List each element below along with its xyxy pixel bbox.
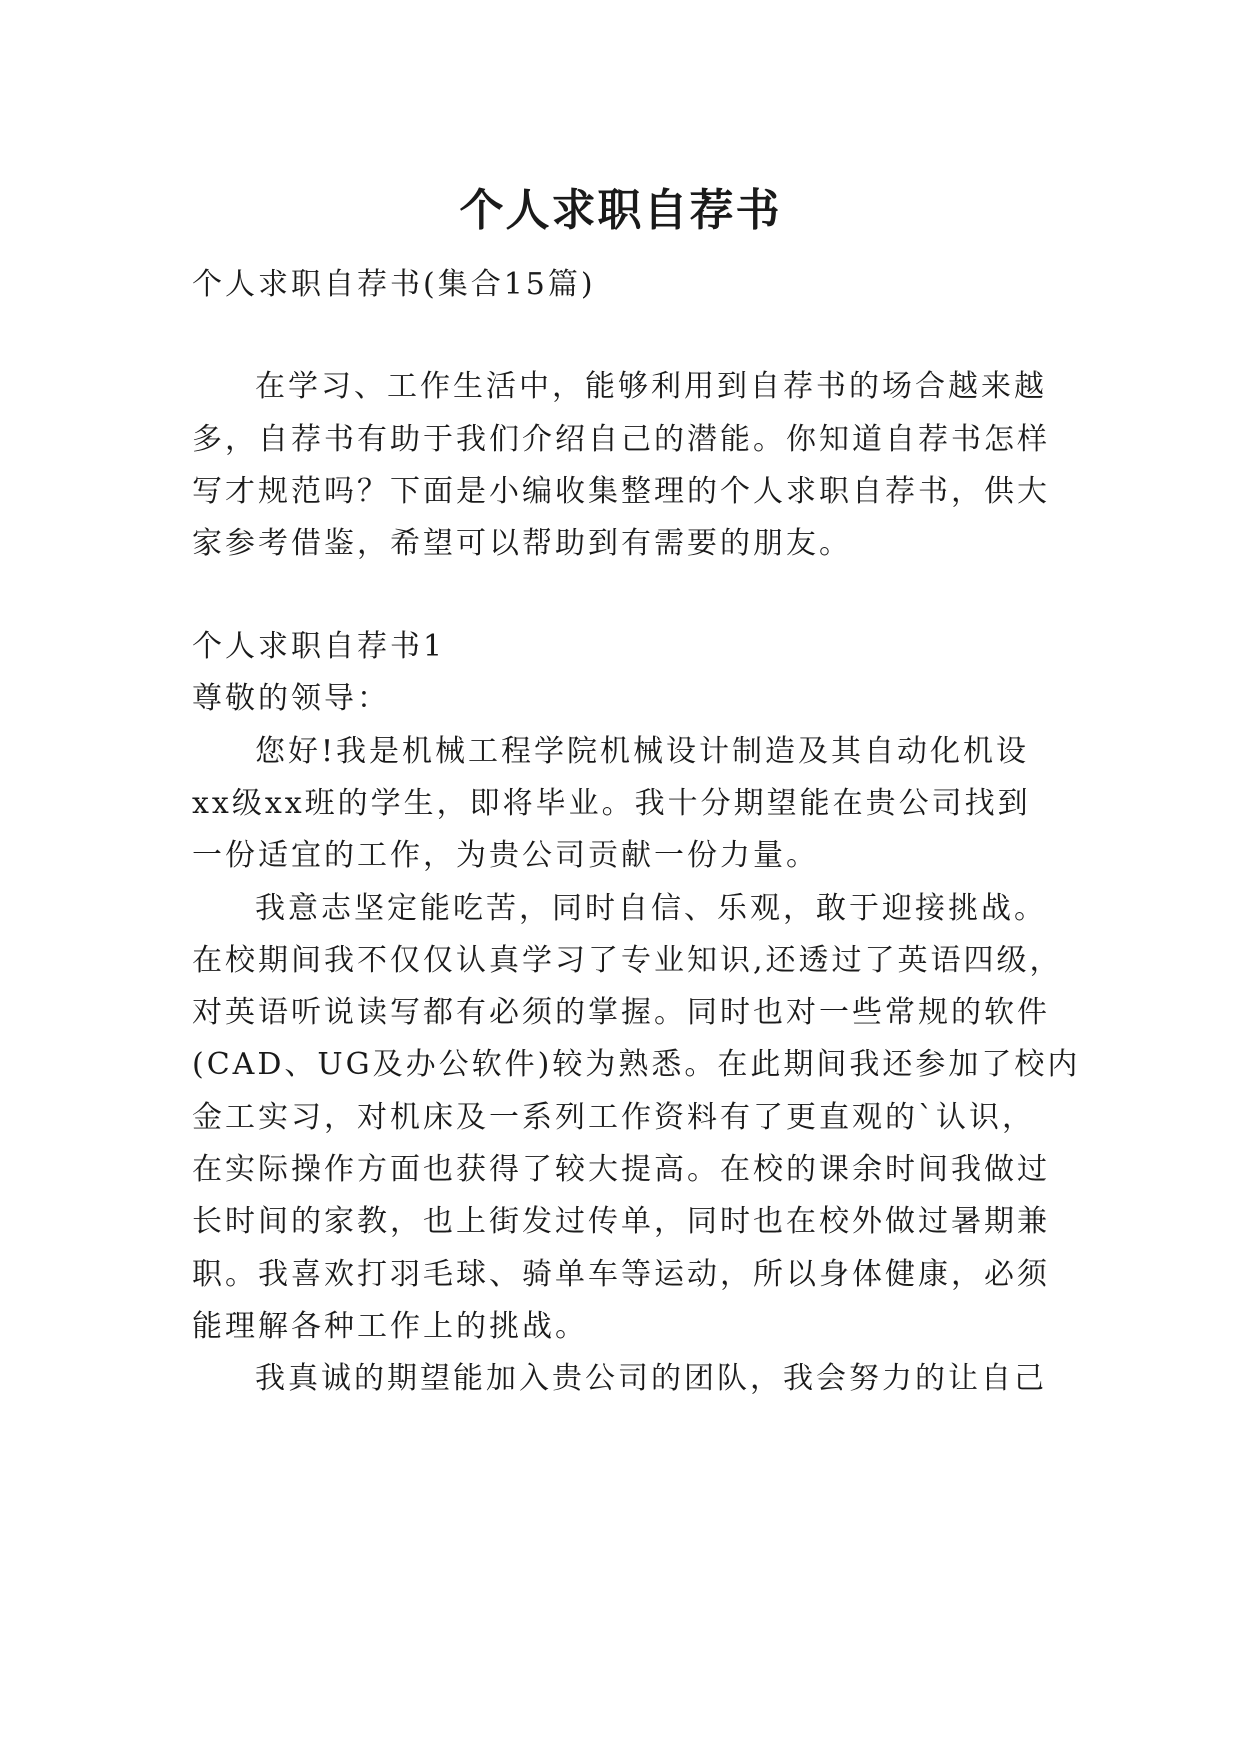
body-line: 我真诚的期望能加入贵公司的团队，我会努力的让自己	[255, 1361, 1047, 1396]
body-line: 长时间的家教，也上街发过传单，同时也在校外做过暑期兼	[192, 1204, 1050, 1239]
body-line: 金工实习，对机床及一系列工作资料有了更直观的`认识，	[192, 1100, 1035, 1135]
body-line: (CAD、UG及办公软件)较为熟悉。在此期间我还参加了校内	[192, 1047, 1081, 1082]
intro-line: 家参考借鉴，希望可以帮助到有需要的朋友。	[192, 526, 852, 561]
salutation: 尊敬的领导：	[192, 681, 390, 716]
intro-line: 多，自荐书有助于我们介绍自己的潜能。你知道自荐书怎样	[192, 422, 1050, 457]
document-subtitle: 个人求职自荐书(集合15篇)	[192, 267, 596, 302]
body-line: 能理解各种工作上的挑战。	[192, 1309, 588, 1344]
section-heading: 个人求职自荐书1	[192, 629, 446, 664]
body-line: 在校期间我不仅仅认真学习了专业知识,还透过了英语四级，	[192, 943, 1063, 978]
body-line: 对英语听说读写都有必须的掌握。同时也对一些常规的软件	[192, 995, 1050, 1030]
body-line: 在实际操作方面也获得了较大提高。在校的课余时间我做过	[192, 1152, 1050, 1187]
body-line: 您好!我是机械工程学院机械设计制造及其自动化机设	[255, 734, 1030, 769]
body-line: 我意志坚定能吃苦，同时自信、乐观，敢于迎接挑战。	[255, 891, 1047, 926]
body-line: xx级xx班的学生，即将毕业。我十分期望能在贵公司找到	[192, 786, 1031, 821]
body-line: 一份适宜的工作，为贵公司贡献一份力量。	[192, 838, 819, 873]
body-line: 职。我喜欢打羽毛球、骑单车等运动，所以身体健康，必须	[192, 1257, 1050, 1292]
intro-line: 在学习、工作生活中，能够利用到自荐书的场合越来越	[255, 369, 1047, 404]
document-title: 个人求职自荐书	[459, 185, 782, 237]
intro-line: 写才规范吗？下面是小编收集整理的个人求职自荐书，供大	[192, 474, 1050, 509]
